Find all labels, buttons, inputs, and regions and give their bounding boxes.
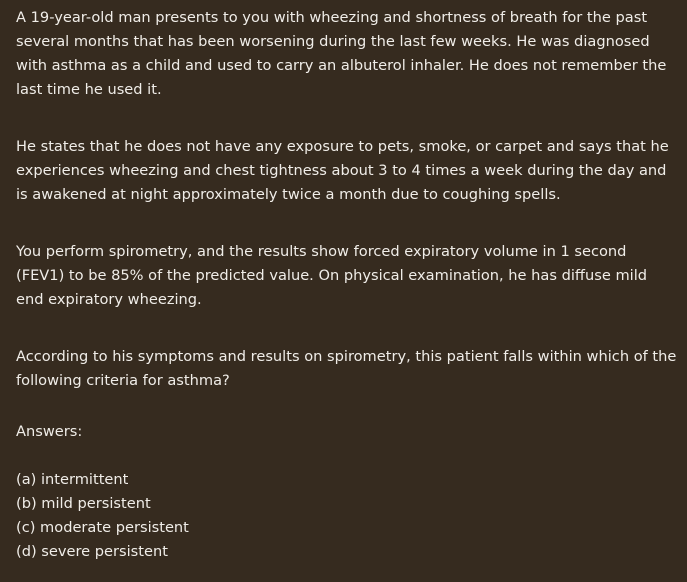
answers-list xyxy=(16,468,677,564)
answer-option-d[interactable]: (d) severe persistent xyxy=(16,543,168,560)
answers-heading: Answers: xyxy=(16,423,83,440)
answer-option-a[interactable]: (a) intermittent xyxy=(16,471,129,488)
question-paragraph-2: He states that he does not have any exposure to pets, smoke, or carpet and says that he experiences wheezing and chest tightness about 3 to 4 times a week during the day and is awakened at night approximately twice a month due to coughing spells. xyxy=(16,138,669,203)
question-paragraph-1: A 19-year-old man presents to you with wheezing and shortness of breath for the past several months that has been worsening during the last few weeks. He was diagnosed with asthma as a child and used to carry an albuterol inhaler. He does not remember the last time he used it. xyxy=(16,9,667,98)
answer-option-c[interactable]: (c) moderate persistent xyxy=(16,519,189,536)
question-paragraph-3: You perform spirometry, and the results show forced expiratory volume in 1 second (FEV1) to be 85% of the predicted value. On physical examination, he has diffuse mild end expiratory wheezing. xyxy=(16,243,648,308)
answer-option-b[interactable]: (b) mild persistent xyxy=(16,495,151,512)
question-prompt: According to his symptoms and results on spirometry, this patient falls within which of the following criteria for asthma? xyxy=(16,348,677,389)
